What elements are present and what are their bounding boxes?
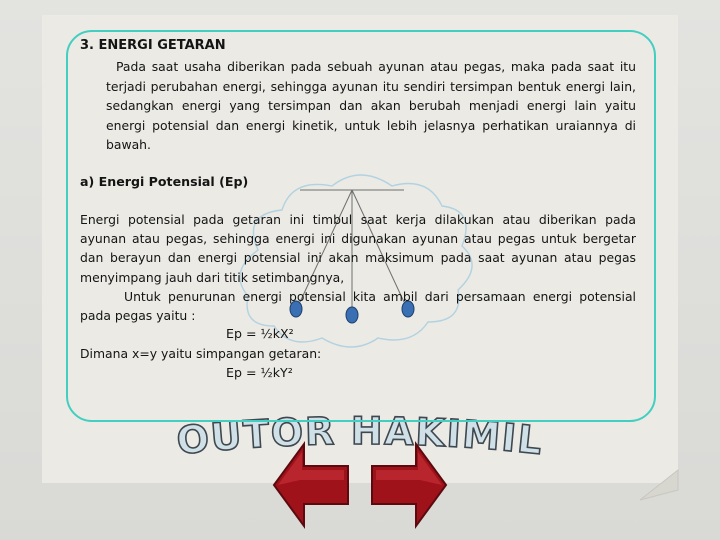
derivation-paragraph: Untuk penurunan energi potensial kita ambil dari persamaan energi potensial pada pegas yaitu :	[80, 289, 636, 324]
subsection-heading: a) Energi Potensial (Ep)	[80, 174, 249, 189]
formula-ep-x: Ep = ½kX²	[226, 326, 294, 341]
section-heading: 3. ENERGI GETARAN	[80, 38, 226, 53]
displacement-note: Dimana x=y yaitu simpangan getaran:	[80, 346, 322, 361]
potential-energy-paragraph: Energi potensial pada getaran ini timbul saat kerja dilakukan atau diberikan pada ayunan atau pegas, sehingga energi ini digunakan ayunan atau pegas untuk bergetar dan berayun dan energi potensial ini akan maksimum pada saat ayunan atau pegas menyimpang jauh dari titik setimbangnya,	[80, 212, 636, 285]
formula-ep-y: Ep = ½kY²	[226, 365, 293, 380]
next-slide-button[interactable]	[368, 440, 450, 530]
arrow-right-icon	[372, 444, 446, 526]
page-curl	[640, 470, 678, 500]
arrow-left-icon	[274, 444, 348, 526]
intro-paragraph: Pada saat usaha diberikan pada sebuah ayunan atau pegas, maka pada saat itu terjadi perubahan energi, sehingga ayunan itu sendiri tersimpan bentuk energi lain, sedangkan energi yang tersimpan dan akan berubah menjadi energi lain yaitu energi potensial dan energi kinetik, untuk lebih jelasnya perhatikan uraiannya di bawah.	[106, 59, 636, 153]
banner-text: OUTOR HAKIMIL	[174, 408, 546, 464]
prev-slide-button[interactable]	[270, 440, 352, 530]
